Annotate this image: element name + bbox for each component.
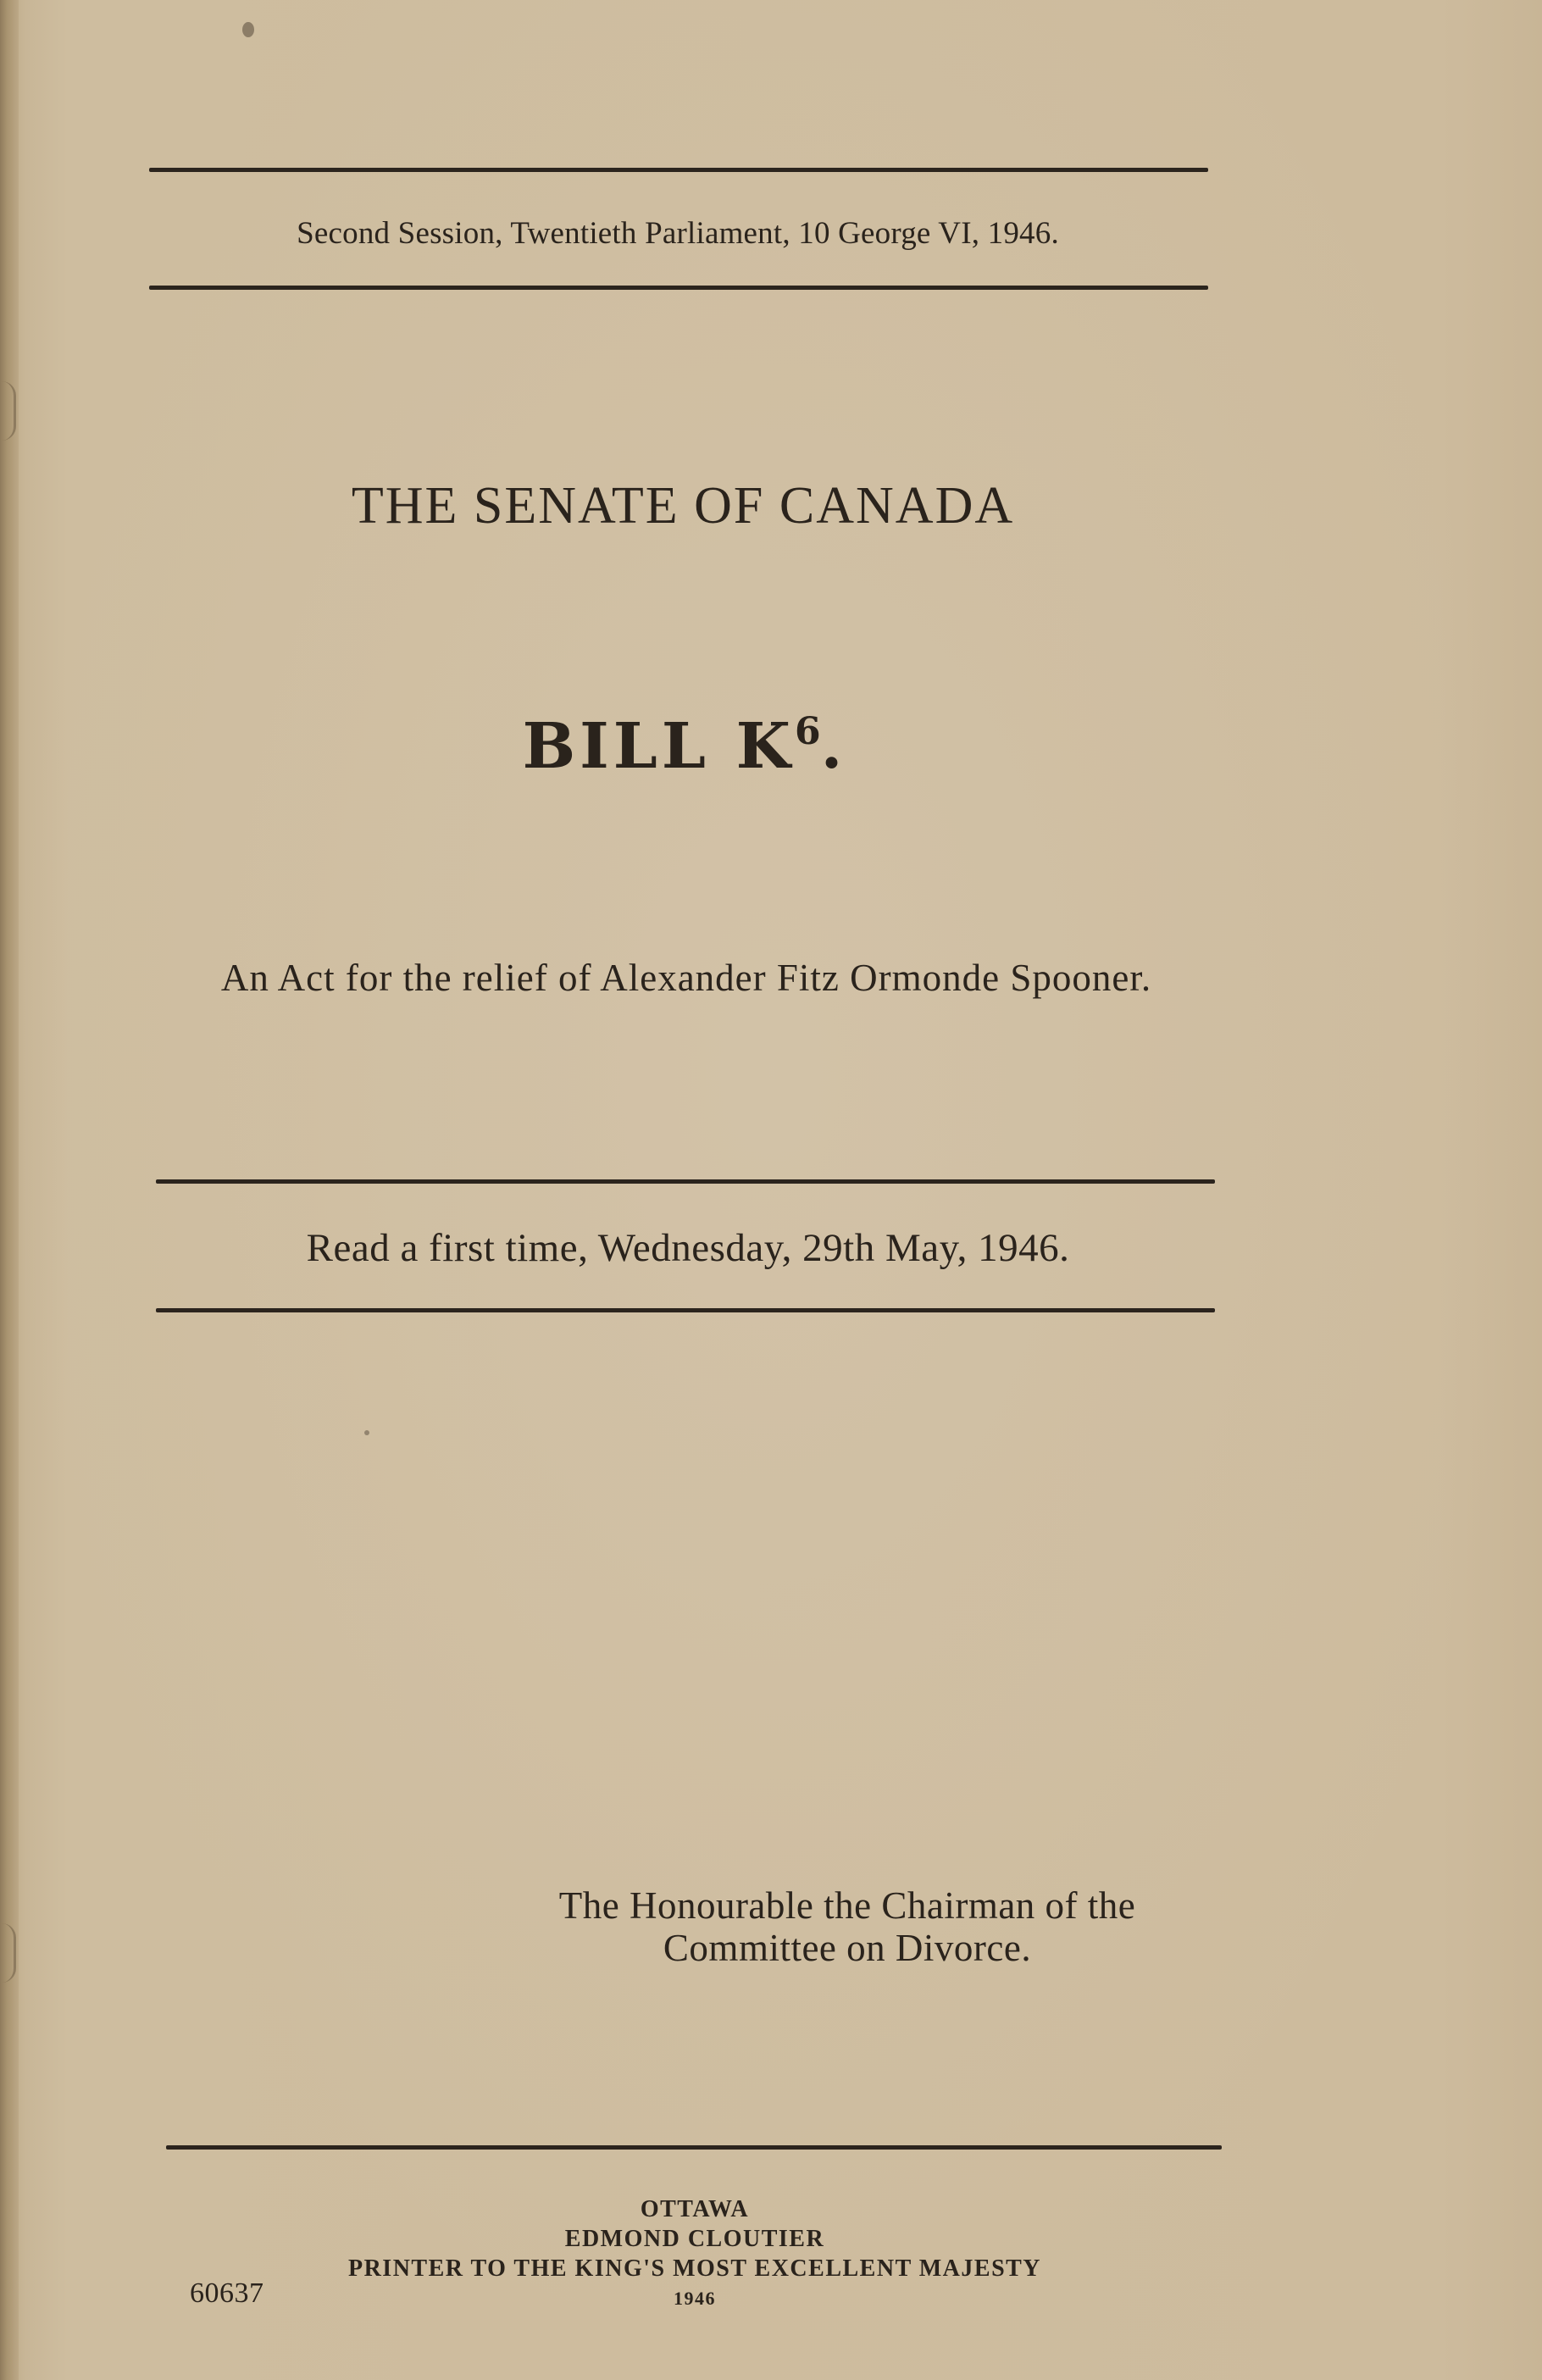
bill-number-suffix: . (820, 710, 847, 783)
first-reading-line: Read a first time, Wednesday, 29th May, 1946. (306, 1226, 1070, 1270)
top-rule-upper (149, 168, 1208, 172)
imprint-year: 1946 (674, 2288, 716, 2309)
reading-rule-upper (156, 1179, 1215, 1184)
binding-stitch-mark (2, 1923, 16, 1983)
imprint-rule (166, 2145, 1222, 2150)
paper-speck (364, 1430, 369, 1435)
bill-number (0, 710, 1369, 783)
bill-number-prefix: BILL K (522, 710, 795, 783)
binding-stitch-mark (2, 381, 16, 441)
session-line: Second Session, Twentieth Parliament, 10 George VI, 1946. (297, 216, 1059, 251)
reading-rule-lower (156, 1308, 1215, 1312)
bill-number-superscript: 6 (794, 710, 821, 753)
print-number: 60637 (190, 2277, 264, 2309)
sponsor-line-2: Committee on Divorce. (663, 1927, 1032, 1969)
sponsor-line-1: The Honourable the Chairman of the (558, 1884, 1136, 1927)
sponsor-block (508, 1884, 1186, 1969)
imprint-office: PRINTER TO THE KING'S MOST EXCELLENT MAJESTY (347, 2255, 1042, 2282)
imprint-city: OTTAWA (640, 2196, 750, 2222)
imprint-printer: EDMOND CLOUTIER (564, 2226, 825, 2252)
act-title: An Act for the relief of Alexander Fitz Ormonde Spooner. (220, 957, 1152, 999)
senate-title: THE SENATE OF CANADA (351, 477, 1015, 535)
top-rule-lower (149, 286, 1208, 290)
paper-speck (242, 22, 254, 37)
binding-edge (0, 0, 19, 2380)
